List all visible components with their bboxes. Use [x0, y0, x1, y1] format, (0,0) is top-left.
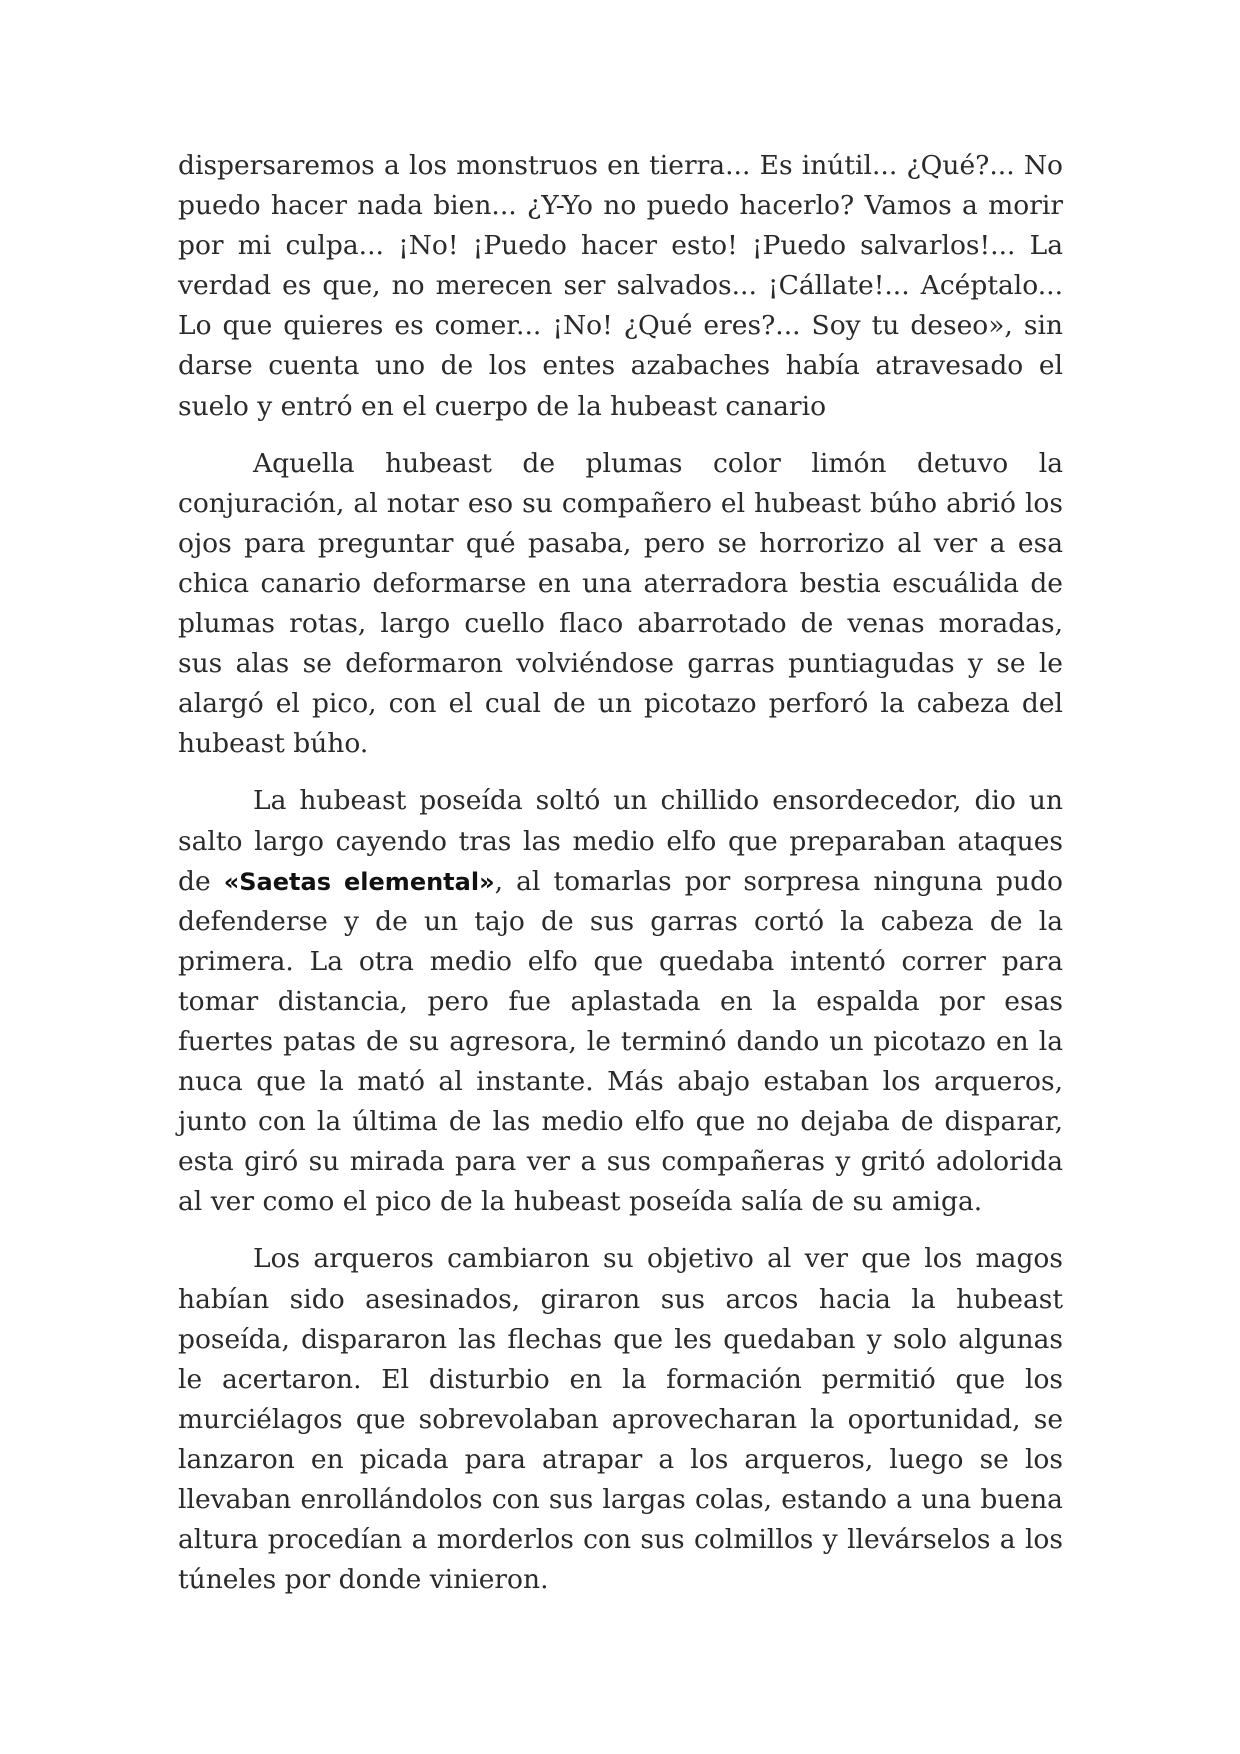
spell-name: «Saetas elemental» [223, 867, 495, 896]
paragraph-1: dispersaremos a los monstruos en tierra... Es inútil... ¿Qué?... No puedo hacer nada bien... ¿Y-Yo no puedo hacerlo? Vamos a morir por mi culpa... ¡No! ¡Puedo hacer esto! ¡Puedo salvarlos!... La verdad es que, no merecen ser salvados... ¡Cállate!... Acéptalo... Lo que quieres es comer... ¡No! ¿Qué eres?... Soy tu deseo», sin darse cuenta uno de los entes azabaches había atravesado el suelo y entró en el cuerpo de la hubeast canario [178, 150, 1063, 422]
paragraph-2: Aquella hubeast de plumas color limón detuvo la conjuración, al notar eso su compañero el hubeast búho abrió los ojos para preguntar qué pasaba, pero se horrorizo al ver a esa chica canario deformarse en una aterradora bestia escuálida de plumas rotas, largo cuello flaco abarrotado de venas moradas, sus alas se deformaron volviéndose garras puntiagudas y se le alargó el pico, con el cual de un picotazo perforó la cabeza del hubeast búho. [178, 447, 1063, 760]
paragraph-3-text-after: , al tomarlas por sorpresa ninguna pudo defenderse y de un tajo de sus garras cortó la cabeza de la primera. La otra medio elfo que quedaba intentó correr para tomar distancia, pero fue aplastada en la espalda por esas fuertes patas de su agresora, le terminó dando un picotazo en la nuca que la mató al instante. Más abajo estaban los arqueros, junto con la última de las medio elfo que no dejaba de disparar, esta giró su mirada para ver a sus compañeras y gritó adolorida al ver como el pico de la hubeast poseída salía de su amiga. [178, 865, 1063, 1218]
paragraph-4: Los arqueros cambiaron su objetivo al ver que los magos habían sido asesinados, giraron sus arcos hacia la hubeast poseída, dispararon las flechas que les quedaban y solo algunas le acertaron. El disturbio en la formación permitió que los murciélagos que sobrevolaban aprovecharan la oportunidad, se lanzaron en picada para atrapar a los arqueros, luego se los llevaban enrollándolos con sus largas colas, estando a una buena altura procedían a morderlos con sus colmillos y llevárselos a los túneles por donde vinieron. [178, 1243, 1063, 1596]
paragraph-3-text-before: La hubeast poseída soltó un chillido ensordecedor, dio un salto largo cayendo tras las medio elfo que preparaban ataques de [178, 785, 1063, 897]
paragraph-3 [178, 781, 1063, 1222]
body-text [178, 146, 1063, 1617]
